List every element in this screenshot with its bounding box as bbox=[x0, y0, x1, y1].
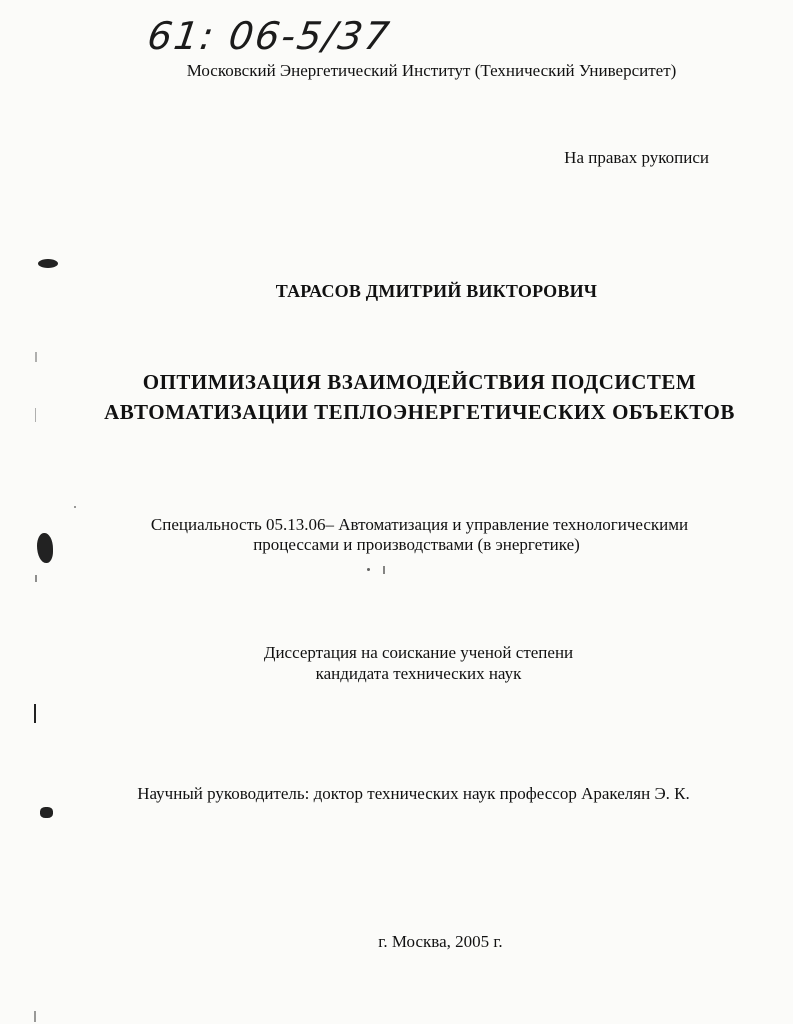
author-name: ТАРАСОВ ДМИТРИЙ ВИКТОРОВИЧ bbox=[275, 281, 598, 301]
specialty-line-2: процессами и производствами (в энергетике) bbox=[253, 535, 580, 554]
margin-scan-mark-6 bbox=[35, 408, 36, 422]
specialty-line-1: Специальность 05.13.06– Автоматизация и управление технологическими bbox=[150, 515, 689, 534]
margin-scan-mark-2 bbox=[37, 533, 53, 563]
margin-scan-mark-3 bbox=[40, 807, 53, 818]
dissertation-title-line-1: ОПТИМИЗАЦИЯ ВЗАИМОДЕЙСТВИЯ ПОДСИСТЕМ bbox=[142, 370, 697, 394]
institute-name: Московский Энергетический Институт (Технический Университет) bbox=[186, 61, 677, 80]
text-scan-dot-1 bbox=[367, 568, 370, 571]
margin-scan-mark-1 bbox=[38, 259, 58, 268]
dissertation-degree-line-2: кандидата технических наук bbox=[315, 664, 522, 683]
scientific-advisor: Научный руководитель: доктор технических наук профессор Аракелян Э. К. bbox=[137, 784, 690, 803]
city-year: г. Москва, 2005 г. bbox=[378, 932, 503, 951]
margin-scan-mark-5 bbox=[35, 352, 37, 362]
rights-note: На правах рукописи bbox=[564, 148, 709, 167]
margin-scan-mark-4 bbox=[34, 704, 36, 723]
margin-scan-mark-7 bbox=[35, 575, 37, 582]
margin-scan-mark-8 bbox=[34, 1011, 36, 1022]
text-scan-dot-3 bbox=[74, 506, 76, 508]
dissertation-degree-line-1: Диссертация на соискание ученой степени bbox=[263, 643, 574, 662]
dissertation-title-line-2: АВТОМАТИЗАЦИИ ТЕПЛОЭНЕРГЕТИЧЕСКИХ ОБЪЕКТОВ bbox=[104, 400, 735, 424]
text-scan-dot-2 bbox=[383, 566, 385, 574]
handwritten-catalog-code: 61: 06-5/37 bbox=[144, 14, 394, 58]
